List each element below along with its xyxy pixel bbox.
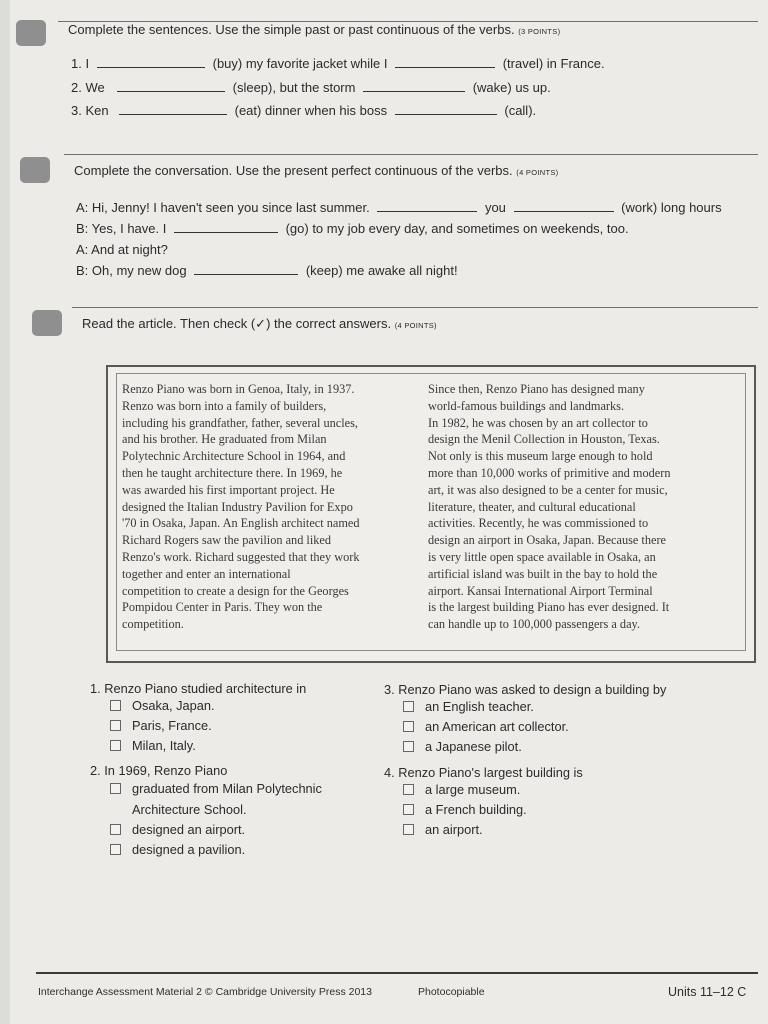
section-divider bbox=[72, 307, 758, 308]
conversation-line: B: Yes, I have. I (go) to my job every day, and sometimes on weekends, too. bbox=[76, 221, 629, 236]
footer-photocopiable: Photocopiable bbox=[418, 986, 485, 998]
answer-option: a French building. bbox=[425, 802, 527, 817]
article-left-column bbox=[122, 381, 360, 633]
article-text-line: design the Menil Collection in Houston, Texas. bbox=[428, 432, 660, 447]
exercise-line: 1. I (buy) my favorite jacket while I (travel) in France. bbox=[71, 56, 605, 71]
answer-blank[interactable] bbox=[97, 56, 205, 68]
section-divider bbox=[64, 154, 758, 155]
article-text-line: competition. bbox=[122, 617, 184, 632]
exercise-line: 2. We (sleep), but the storm (wake) us up. bbox=[71, 80, 551, 95]
article-box bbox=[106, 365, 756, 663]
exercise-line: 3. Ken (eat) dinner when his boss (call). bbox=[71, 103, 537, 118]
section-number-badge bbox=[32, 310, 62, 336]
answer-option: designed an airport. bbox=[132, 822, 246, 837]
answer-blank[interactable] bbox=[174, 221, 278, 233]
article-text-line: artificial island was built in the bay to hold the bbox=[428, 566, 658, 581]
article-text-line: design an airport in Osaka, Japan. Because there bbox=[428, 533, 666, 548]
article-text-line: Not only is this museum large enough to hold bbox=[428, 449, 653, 464]
article-text-line: Renzo was born into a family of builders, bbox=[122, 398, 327, 413]
question-title: 2. In 1969, Renzo Piano bbox=[90, 763, 228, 778]
section-heading: Read the article. Then check (✓) the correct answers. (4 POINTS) bbox=[82, 316, 437, 331]
answer-option-continued: Architecture School. bbox=[132, 802, 247, 817]
answer-option: Paris, France. bbox=[132, 718, 212, 733]
article-text-line: activities. Recently, he was commissioned to bbox=[428, 516, 649, 531]
answer-option: designed a pavilion. bbox=[132, 842, 246, 857]
article-text-line: Renzo Piano was born in Genoa, Italy, in 1937. bbox=[122, 382, 355, 396]
section-heading: Complete the sentences. Use the simple past or past continuous of the verbs. (3 POINTS) bbox=[68, 22, 561, 37]
answer-checkbox[interactable] bbox=[403, 721, 414, 732]
article-text-line: competition to create a design for the Georges bbox=[122, 583, 349, 598]
footer-copyright: Interchange Assessment Material 2 © Cambridge University Press 2013 bbox=[38, 986, 372, 998]
article-text-line: together and enter an international bbox=[122, 566, 291, 581]
answer-checkbox[interactable] bbox=[110, 720, 121, 731]
article-text-line: Renzo's work. Richard suggested that they work bbox=[122, 549, 360, 564]
section-heading: Complete the conversation. Use the present perfect continuous of the verbs. (4 POINTS) bbox=[74, 163, 559, 178]
footer-units: Units 11–12 C bbox=[668, 985, 747, 999]
answer-blank[interactable] bbox=[514, 200, 614, 212]
question-title: 4. Renzo Piano's largest building is bbox=[384, 765, 583, 780]
answer-checkbox[interactable] bbox=[403, 701, 414, 712]
article-text-line: Polytechnic Architecture School in 1964, and bbox=[122, 449, 346, 464]
article-text-line: and his brother. He graduated from Milan bbox=[122, 432, 327, 447]
article-text-line: more than 10,000 works of primitive and modern bbox=[428, 465, 671, 480]
answer-blank[interactable] bbox=[194, 263, 298, 275]
answer-checkbox[interactable] bbox=[403, 741, 414, 752]
conversation-line: A: And at night? bbox=[76, 242, 168, 257]
answer-checkbox[interactable] bbox=[110, 740, 121, 751]
answer-checkbox[interactable] bbox=[110, 783, 121, 794]
answer-checkbox[interactable] bbox=[110, 844, 121, 855]
answer-checkbox[interactable] bbox=[403, 784, 414, 795]
answer-blank[interactable] bbox=[363, 80, 465, 92]
answer-option: a Japanese pilot. bbox=[425, 739, 522, 754]
answer-checkbox[interactable] bbox=[403, 824, 414, 835]
answer-blank[interactable] bbox=[117, 80, 225, 92]
answer-blank[interactable] bbox=[377, 200, 477, 212]
section-number-badge bbox=[20, 157, 50, 183]
section-number-badge bbox=[16, 20, 46, 46]
answer-checkbox[interactable] bbox=[403, 804, 414, 815]
answer-blank[interactable] bbox=[119, 103, 227, 115]
conversation-line: A: Hi, Jenny! I haven't seen you since last summer. you (work) long hours bbox=[76, 200, 722, 215]
article-text-line: was awarded his first important project. He bbox=[122, 482, 335, 497]
article-text-line: In 1982, he was chosen by an art collector to bbox=[428, 415, 648, 430]
answer-option: an airport. bbox=[425, 822, 483, 837]
answer-checkbox[interactable] bbox=[110, 700, 121, 711]
article-text-line: Richard Rogers saw the pavilion and liked bbox=[122, 533, 331, 548]
article-text-line: literature, theater, and cultural educational bbox=[428, 499, 636, 514]
answer-option: an American art collector. bbox=[425, 719, 569, 734]
footer-rule bbox=[36, 972, 758, 974]
question-title: 1. Renzo Piano studied architecture in bbox=[90, 681, 307, 696]
answer-blank[interactable] bbox=[395, 56, 495, 68]
article-text-line: is very little open space available in Osaka, an bbox=[428, 549, 656, 564]
answer-option: a large museum. bbox=[425, 782, 521, 797]
conversation-line: B: Oh, my new dog (keep) me awake all night! bbox=[76, 263, 458, 278]
article-text-line: is the largest building Piano has ever designed. It bbox=[428, 600, 670, 615]
answer-option: an English teacher. bbox=[425, 699, 534, 714]
answer-option: graduated from Milan Polytechnic bbox=[132, 781, 322, 796]
article-right-column bbox=[428, 381, 670, 633]
worksheet-page bbox=[10, 0, 768, 1024]
article-text-line: can handle up to 100,000 passengers a day. bbox=[428, 617, 640, 632]
answer-option: Osaka, Japan. bbox=[132, 698, 215, 713]
article-text-line: world-famous buildings and landmarks. bbox=[428, 398, 625, 413]
article-text-line: including his grandfather, father, several uncles, bbox=[122, 415, 358, 430]
question-title: 3. Renzo Piano was asked to design a building by bbox=[384, 682, 667, 697]
article-text-line: then he taught architecture there. In 1969, he bbox=[122, 465, 343, 480]
article-text-line: '70 in Osaka, Japan. An English architect named bbox=[122, 516, 360, 531]
article-text-line: designed the Italian Industry Pavilion for Expo bbox=[122, 499, 353, 514]
answer-checkbox[interactable] bbox=[110, 824, 121, 835]
answer-option: Milan, Italy. bbox=[132, 738, 196, 753]
article-text-line: Pompidou Center in Paris. They won the bbox=[122, 600, 323, 615]
article-text-line: art, it was also designed to be a center for music, bbox=[428, 482, 668, 497]
article-text-line: Since then, Renzo Piano has designed many bbox=[428, 382, 645, 396]
article-text-line: airport. Kansai International Airport Terminal bbox=[428, 583, 653, 598]
answer-blank[interactable] bbox=[395, 103, 497, 115]
